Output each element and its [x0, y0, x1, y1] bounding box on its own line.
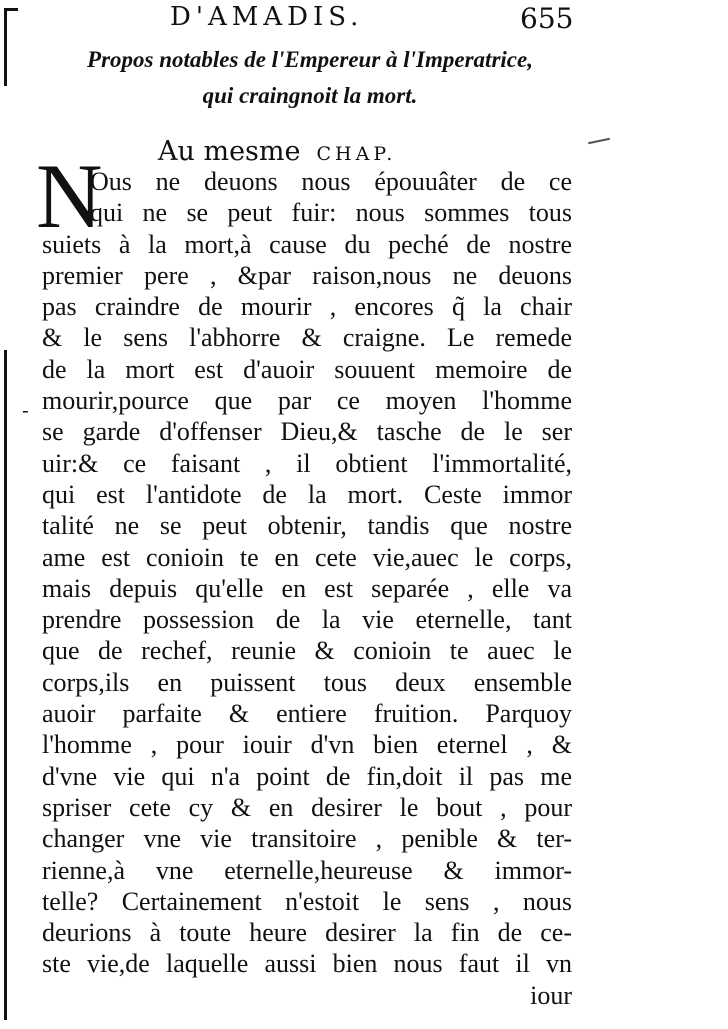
text-line: mourir,pource que par ce moyen l'homme	[42, 386, 572, 416]
page-edge-mark	[4, 8, 7, 86]
body-text	[42, 166, 572, 1011]
page-edge-mark	[4, 350, 7, 1020]
text-line: Ous ne deuons nous épouuâter de ce	[90, 167, 572, 196]
running-head: D'AMADIS.	[170, 2, 364, 32]
text-line: changer vne vie transitoire , penible & ter-	[42, 824, 572, 854]
text-line: suiets à la mort,à cause du peché de nostre	[42, 229, 572, 259]
section-heading	[158, 136, 396, 167]
text-line: l'homme , pour iouir d'vn bien eternel , &	[42, 730, 572, 760]
text-line: se garde d'offenser Dieu,& tasche de le ser	[42, 417, 572, 447]
text-line: d'vne vie qui n'a point de fin,doit il pas me	[42, 761, 572, 791]
chapter-heading	[30, 42, 590, 114]
chap-label: CHAP.	[316, 143, 397, 165]
text-line: mais depuis qu'elle en est separée , elle va	[42, 573, 572, 603]
text-line: corps,ils en puissent tous deux ensemble	[42, 667, 572, 697]
text-line: qui ne se peut fuir: nous sommes tous	[90, 198, 572, 228]
text-line: auoir parfaite & entiere fruition. Parquoy	[42, 699, 572, 729]
text-line: deurions à toute heure desirer la fin de ce-	[42, 918, 572, 948]
margin-dash-mark: -	[22, 398, 29, 422]
heading-line: Propos notables de l'Empereur à l'Imperatrice,	[87, 47, 533, 72]
text-line: prendre possession de la vie eternelle, tant	[42, 605, 572, 635]
print-mark	[588, 138, 610, 145]
text-line: qui est l'antidote de la mort. Ceste immor	[42, 479, 572, 509]
drop-cap: N	[36, 145, 103, 247]
text-line: uir:& ce faisant , il obtient l'immortalité,	[42, 448, 572, 478]
text-line: de la mort est d'auoir souuent memoire de	[42, 354, 572, 384]
page-number: 655	[520, 2, 574, 35]
section-label: Au mesme	[158, 136, 301, 167]
text-line: ame est conioin te en cete vie,auec le corps,	[42, 542, 572, 572]
text-line: telle? Certainement n'estoit le sens , nous	[42, 886, 572, 916]
text-line: spriser cete cy & en desirer le bout , pour	[42, 792, 572, 822]
catchword: iour	[530, 980, 572, 1010]
text-line: talité ne se peut obtenir, tandis que nostre	[42, 511, 572, 541]
text-line: premier pere , &par raison,nous ne deuons	[42, 260, 572, 290]
page-edge-mark	[4, 8, 18, 11]
text-line: rienne,à vne eternelle,heureuse & immor-	[42, 855, 572, 885]
text-line: pas craindre de mourir , encores q̃ la chair	[42, 292, 572, 322]
text-line: & le sens l'abhorre & craigne. Le remede	[42, 323, 572, 353]
text-line: ste vie,de laquelle aussi bien nous faut il vn	[42, 949, 572, 979]
text-line: que de rechef, reunie & conioin te auec le	[42, 636, 572, 666]
heading-line: qui craingnoit la mort.	[202, 83, 418, 108]
